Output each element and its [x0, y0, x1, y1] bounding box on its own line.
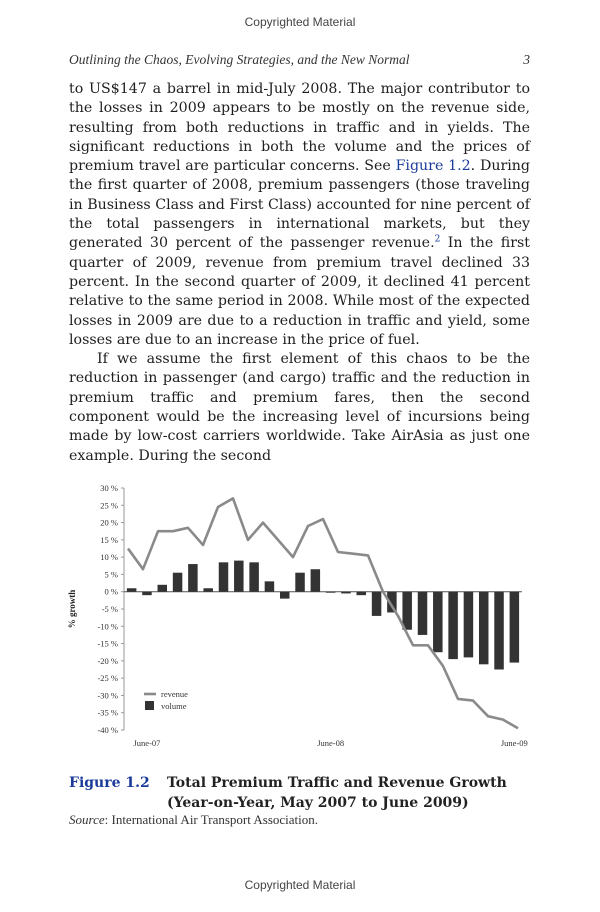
- source-text: : International Air Transport Association.: [104, 812, 319, 827]
- volume-bar: [311, 569, 320, 591]
- x-tick-label: June-09: [500, 738, 528, 748]
- y-tick-label: 10 %: [100, 552, 118, 563]
- paragraph-1-part-a: to US$147 a barrel in mid-July 2008. The major contributor to the losses in 2009 appears to be mostly on the revenue side, resulting from both reductions in traffic and in yields. The significant reductions in both the volume and the prices of premium travel are particular concerns. See: [69, 81, 530, 175]
- volume-bar: [265, 581, 274, 591]
- volume-bar: [341, 592, 350, 594]
- volume-bar: [173, 573, 182, 592]
- footnote-marker[interactable]: 2: [434, 234, 441, 245]
- volume-bar: [510, 592, 519, 663]
- y-tick-label: -35 %: [97, 707, 118, 718]
- paragraph-1-part-c: In the first quarter of 2009, revenue from premium travel declined 33 percent. In the second quarter of 2009, it declined 41 percent relative to the same period in 2008. While most of the expected losses in 2009 are due to a reduction in traffic and yield, some losses are due to an increase in the price of fuel.: [69, 235, 530, 348]
- y-axis-label: % growth: [67, 589, 77, 629]
- y-tick-label: 0 %: [104, 586, 118, 597]
- volume-bar: [448, 592, 457, 659]
- paragraph-1-part-b: . During the first quarter of 2008, premium passengers (those traveling in Business Class and First Class) accounted for nine percent of the total passengers in international markets, but they generated 30 percent of the passenger revenue.: [69, 158, 530, 252]
- y-tick-label: 20 %: [100, 517, 118, 528]
- source-prefix: Source: [69, 812, 105, 827]
- volume-bar: [158, 585, 167, 592]
- volume-bar: [402, 592, 411, 630]
- volume-bar: [479, 592, 488, 665]
- volume-bar: [127, 588, 136, 591]
- copyright-watermark-top: Copyrighted Material: [244, 15, 356, 29]
- premium-growth-chart: [60, 476, 540, 751]
- volume-bar: [326, 592, 335, 593]
- volume-bar: [295, 573, 304, 592]
- x-tick-label: June-08: [317, 738, 345, 748]
- volume-bar: [433, 592, 442, 653]
- volume-bar: [219, 562, 228, 591]
- volume-bar: [249, 562, 258, 591]
- legend-volume-label: volume: [161, 701, 187, 711]
- volume-bar: [494, 592, 503, 670]
- page-number: 3: [523, 52, 530, 67]
- y-tick-label: 30 %: [100, 483, 118, 493]
- y-tick-label: -30 %: [97, 690, 118, 701]
- copyright-watermark-bottom: Copyrighted Material: [244, 878, 356, 892]
- volume-bar: [464, 592, 473, 658]
- y-tick-label: -25 %: [97, 673, 118, 684]
- body-text: [69, 80, 530, 466]
- running-head: [69, 52, 530, 70]
- y-tick-label: 25 %: [100, 500, 118, 511]
- volume-bar: [357, 592, 366, 595]
- volume-bar: [280, 592, 289, 599]
- x-tick-label: June-07: [133, 738, 161, 748]
- volume-bar: [188, 564, 197, 592]
- figure-title: Total Premium Traffic and Revenue Growth (Year-on-Year, May 2007 to June 2009): [167, 775, 507, 811]
- y-tick-label: 5 %: [104, 569, 118, 580]
- y-tick-label: -15 %: [97, 638, 118, 649]
- volume-bar: [372, 592, 381, 616]
- y-tick-label: -20 %: [97, 655, 118, 666]
- figure-reference-link[interactable]: Figure 1.2: [395, 158, 471, 175]
- figure-source: [69, 812, 318, 828]
- volume-bar: [203, 588, 212, 591]
- volume-bar: [418, 592, 427, 635]
- volume-bar: [234, 561, 243, 592]
- volume-bar: [142, 592, 151, 595]
- y-tick-label: -40 %: [97, 725, 118, 735]
- y-tick-label: 15 %: [100, 534, 118, 545]
- paragraph-1: [69, 80, 530, 350]
- figure-label: Figure 1.2: [69, 775, 150, 791]
- y-tick-label: -5 %: [101, 604, 118, 614]
- legend-volume-swatch: [145, 701, 154, 710]
- running-head-title: Outlining the Chaos, Evolving Strategies, and the New Normal: [69, 52, 410, 67]
- legend-revenue-label: revenue: [161, 689, 188, 699]
- y-tick-label: -10 %: [97, 621, 118, 632]
- paragraph-2: If we assume the first element of this chaos to be the reduction in passenger (and cargo) traffic and the reduction in premium traffic and premium fares, then the second component would be the increasing level of incursions being made by low-cost carriers worldwide. Take AirAsia as just one example. During the second: [69, 351, 530, 464]
